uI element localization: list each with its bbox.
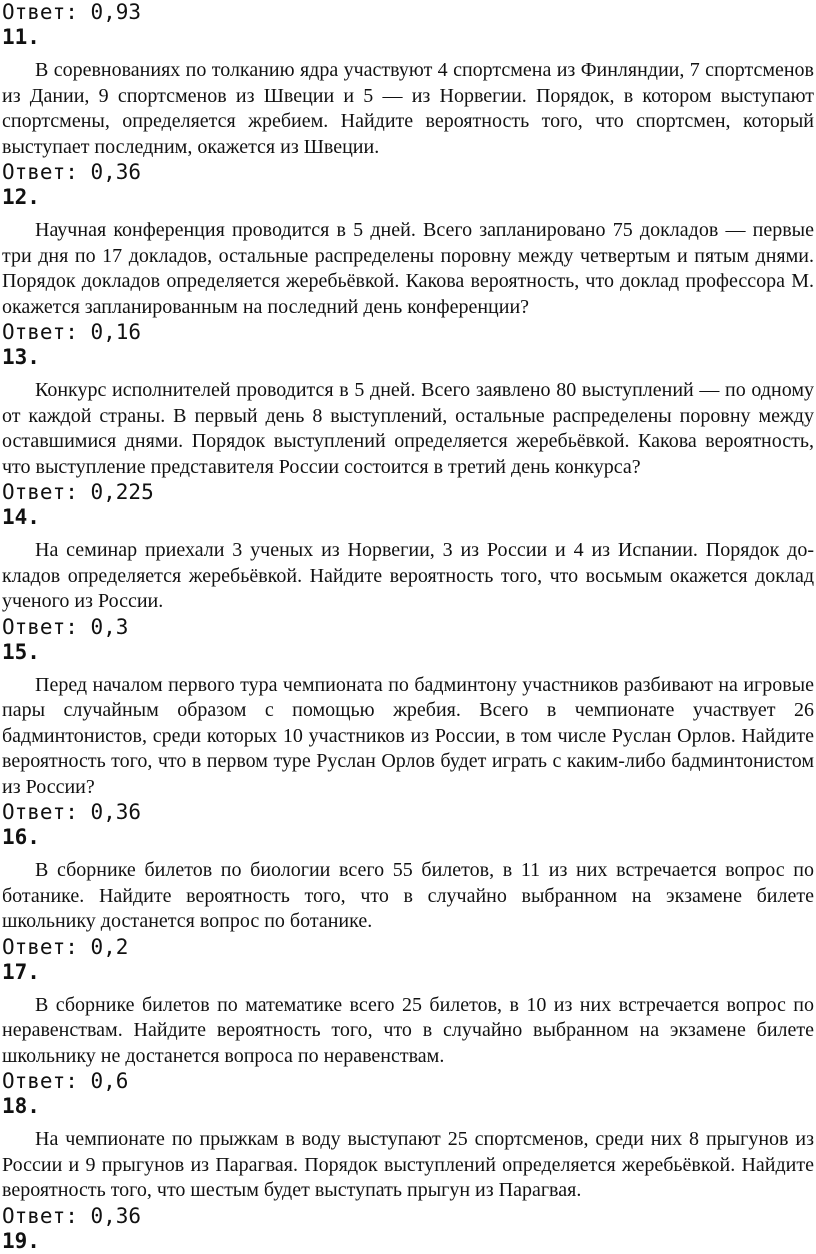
problem-17	[0, 959, 816, 1094]
problem-number: 15.	[2, 639, 40, 664]
problem-18	[0, 1093, 816, 1228]
answer: Ответ: 0,225	[2, 480, 154, 504]
answer: Ответ: 0,6	[2, 1069, 129, 1093]
problem-text: Конкурс исполнителей проводится в 5 дней. Всего заявлено 80 выступлений — по одному от каждой страны. В первый день 8 выступлений, остальные распределены поровну между оставшимися днями. Порядок выступлений определяется жеребьёвкой. Какова вероятность, что выступление представителя России состоится в третий день конкурса?	[2, 379, 814, 478]
problem-number: 16.	[2, 825, 40, 849]
answer: Ответ: 0,3	[2, 614, 129, 639]
problem-text: На чемпионате по прыжкам в воду выступают 25 спортсменов, среди них 8 прыгунов из России и 9 прыгунов из Парагвая. Порядок выступлений определяется жеребьёвкой. Найдите вероятность того, что шестым будет выступать прыгун из Парагвая.	[2, 1128, 814, 1201]
answer: Ответ: 0,16	[2, 320, 142, 344]
problem-text: Научная конференция проводится в 5 дней. Всего запланировано 75 докладов — первые три дня по 17 докладов, остальные распределены поровну между четвертым и пятым днями. Порядок докладов определяется жеребьёвкой. Какова вероятность, что доклад профессора М. окажется запланированным на последний день конференции?	[2, 219, 814, 318]
problem-number: 11.	[2, 25, 40, 49]
answer: Ответ: 0,36	[2, 800, 142, 824]
problem-text: На семинар приехали 3 ученых из Норвегии, 3 из России и 4 из Испании. Порядок докладов определяется жеребьёвкой. Найдите вероятность того, что восьмым окажется доклад ученого из России.	[2, 539, 814, 612]
problem-text: В сборнике билетов по математике всего 25 билетов, в 10 из них встречается вопрос по неравенствам. Найдите вероятность того, что в случайно выбранном на экзамене билете школьнику не достанется вопроса по неравенствам.	[2, 993, 814, 1067]
problem-text: В соревнованиях по толканию ядра участвуют 4 спортсмена из Финляндии, 7 спортсменов из Дании, 9 спортсменов из Швеции и 5 — из Норвегии. Порядок, в котором выступают спортсмены, определяется жребием. Найдите вероятность того, что спортсмен, который выступает последним, окажется из Швеции.	[2, 59, 814, 158]
answer: Ответ: 0,2	[2, 934, 129, 959]
problem-15	[0, 639, 816, 825]
problem-12	[0, 184, 816, 344]
problem-number: 14.	[2, 505, 40, 529]
problem-number: 18.	[2, 1094, 40, 1118]
problem-11	[0, 24, 816, 184]
problem-number: 13.	[2, 345, 40, 369]
answer: Ответ: 0,36	[2, 1203, 142, 1228]
problem-14	[0, 504, 816, 639]
problem-number-next: 19.	[2, 1228, 40, 1253]
problem-text: В сборнике билетов по биологии всего 55 билетов, в 11 из них встречается вопрос по ботанике. Найдите вероятность того, что в случайно выбранном на экзамене билете школьнику достанется вопрос по ботанике.	[2, 859, 814, 932]
problem-number: 12.	[2, 185, 40, 209]
problem-number: 17.	[2, 959, 40, 984]
answer: Ответ: 0,36	[2, 160, 142, 184]
problem-text: Перед началом первого тура чемпионата по бадминтону участников разбивают на игровые пары случайным образом с помощью жребия. Всего в чемпионате участвует 26 бадминтонистов, среди которых 10 участников из России, в том числе Руслан Орлов. Найдите вероятность того, что в первом туре Руслан Орлов будет играть с каким-либо бадминтонистом из России?	[2, 673, 814, 798]
answer-prev: Ответ: 0,93	[2, 0, 142, 24]
problem-13	[0, 344, 816, 504]
problem-16	[0, 824, 816, 959]
